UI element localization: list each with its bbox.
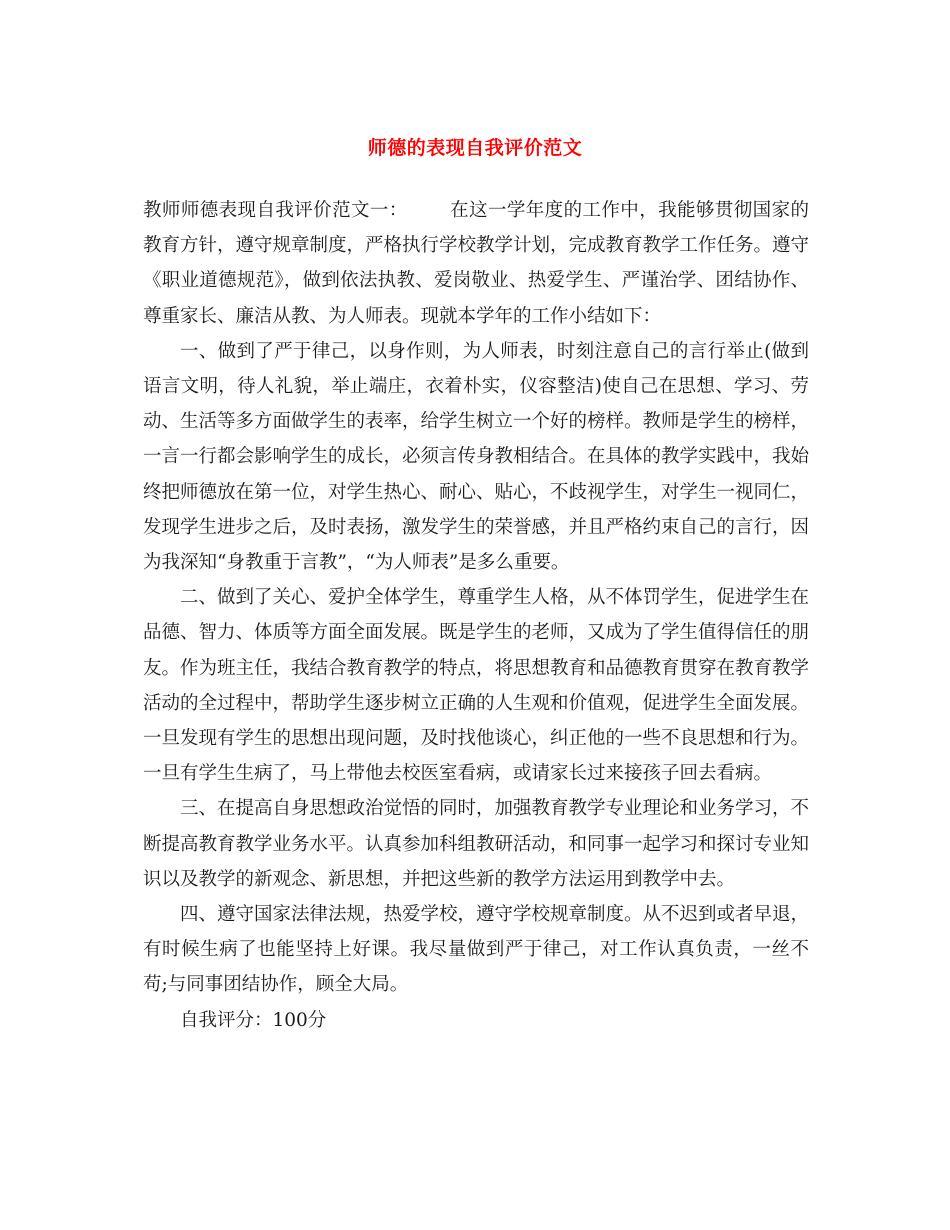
intro-paragraph [143, 193, 809, 334]
paragraph-2: 二、做到了关心、爱护全体学生，尊重学生人格，从不体罚学生，促进学生在品德、智力、体质等方面全面发展。既是学生的老师，又成为了学生值得信任的朋友。作为班主任，我结合教育教学的特点，将思想教育和品德教育贯穿在教育教学活动的全过程中，帮助学生逐步树立正确的人生观和价值观，促进学生全面发展。一旦发现有学生的思想出现问题，及时找他谈心，纠正他的一些不良思想和行为。一旦有学生生病了，马上带他去校医室看病，或请家长过来接孩子回去看病。 [143, 587, 810, 785]
document-body [143, 193, 809, 1038]
document-title: 师德的表现自我评价范文 [367, 137, 583, 159]
intro-label: 教师师德表现自我评价范文一： [143, 200, 408, 221]
paragraph-3: 三、在提高自身思想政治觉悟的同时，加强教育教学专业理论和业务学习，不断提高教育教学业务水平。认真参加科组教研活动，和同事一起学习和探讨专业知识以及教学的新观念、新思想，并把这些新的教学方法运用到教学中去。 [143, 798, 810, 890]
paragraph-4: 四、遵守国家法律法规，热爱学校，遵守学校规章制度。从不迟到或者早退，有时候生病了也能坚持上好课。我尽量做到严于律己，对工作认真负责，一丝不苟;与同事团结协作，顾全大局。 [143, 904, 810, 996]
intro-text: 在这一学年度的工作中，我能够贯彻国家的教育方针，遵守规章制度，严格执行学校教学计划，完成教育教学工作任务。遵守《职业道德规范》，做到依法执教、爱岗敬业、热爱学生、严谨治学、团结协作、尊重家长、廉洁从教、为人师表。现就本学年的工作小结如下： [143, 200, 810, 327]
paragraph-1: 一、做到了严于律己，以身作则，为人师表，时刻注意自己的言行举止(做到语言文明，待人礼貌，举止端庄，衣着朴实，仪容整洁)使自己在思想、学习、劳动、生活等多方面做学生的表率，给学生树立一个好的榜样。教师是学生的榜样，一言一行都会影响学生的成长，必须言传身教相结合。在具体的教学实践中，我始终把师德放在第一位，对学生热心、耐心、贴心，不歧视学生，对学生一视同仁，发现学生进步之后，及时表扬，激发学生的荣誉感，并且严格约束自己的言行，因为我深知“身教重于言教”，“为人师表”是多么重要。 [143, 340, 810, 574]
self-score: 自我评分：100分 [180, 1009, 327, 1031]
